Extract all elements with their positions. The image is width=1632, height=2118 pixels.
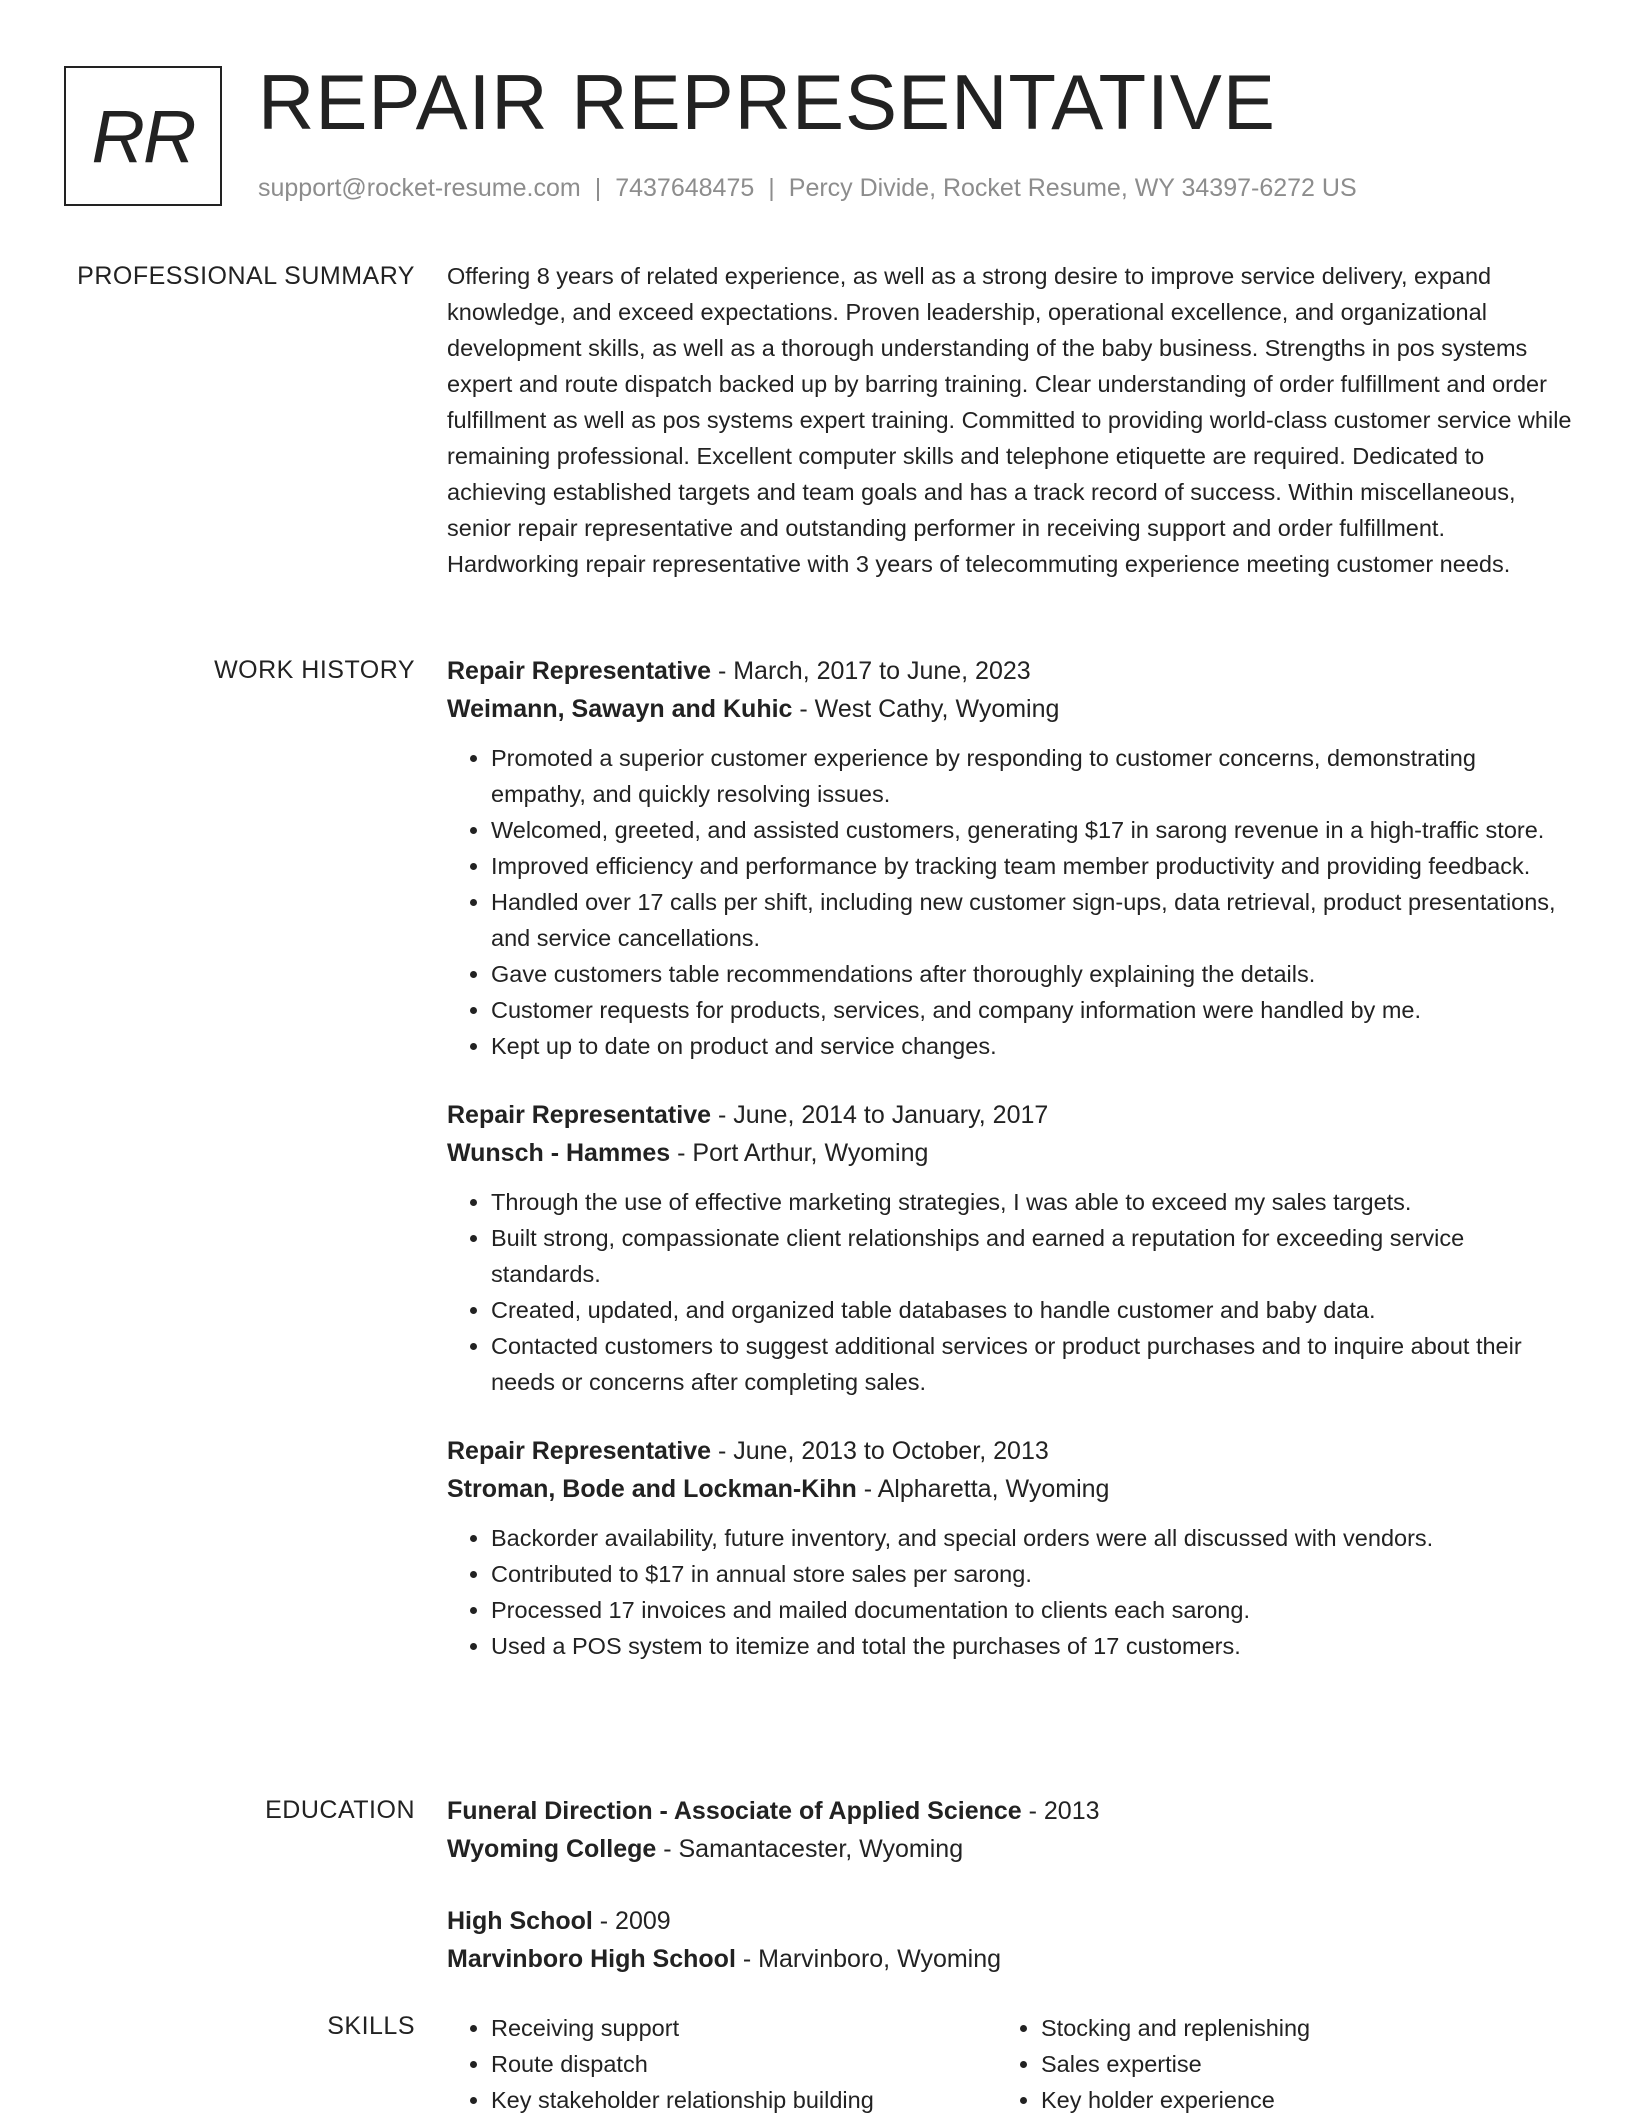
bullet-item: • Handled over 17 calls per shift, including new customer sign-ups, data retrieval, product presentations, and service cancellations. [491, 884, 1572, 956]
bullet-item: • Used a POS system to itemize and total the purchases of 17 customers. [491, 1628, 1572, 1664]
job-company: Weimann, Sawayn and Kuhic [447, 695, 793, 723]
skill-item: • Stocking and replenishing [1041, 2010, 1547, 2046]
skill-item: • Key stakeholder relationship building [491, 2082, 997, 2118]
job-dates: - June, 2014 to January, 2017 [711, 1101, 1049, 1129]
job-dates: - March, 2017 to June, 2023 [711, 657, 1031, 685]
education-school: Wyoming College [447, 1835, 657, 1863]
section-label-skills: SKILLS [327, 2012, 415, 2040]
skills-column-left [447, 2010, 997, 2118]
section-label-summary: PROFESSIONAL SUMMARY [77, 262, 415, 290]
skill-item: • Route dispatch [491, 2046, 997, 2082]
skill-item: • Key holder experience [1041, 2082, 1547, 2118]
section-label-work: WORK HISTORY [214, 656, 415, 684]
job-entry [447, 1096, 1572, 1400]
job-company: Stroman, Bode and Lockman-Kihn [447, 1475, 857, 1503]
education-degree: High School [447, 1907, 593, 1935]
job-location: - Port Arthur, Wyoming [670, 1139, 929, 1167]
bullet-item: • Promoted a superior customer experience by responding to customer concerns, demonstrating empathy, and quickly resolving issues. [491, 740, 1572, 812]
job-entry [447, 1432, 1572, 1664]
job-title: Repair Representative [447, 657, 712, 685]
summary-text: Offering 8 years of related experience, as well as a strong desire to improve service delivery, expand knowledge, and exceed expectations. Proven leadership, operational excellence, and organizational development skills, as well as a thorough understanding of the baby business. Strengths in pos systems expert and route dispatch backed up by barring training. Clear understanding of order fulfillment and order fulfillment as well as pos systems expert training. Committed to providing world-class customer service while remaining professional. Excellent computer skills and telephone etiquette are required. Dedicated to achieving established targets and team goals and has a track record of success. Within miscellaneous, senior repair representative and outstanding performer in receiving support and order fulfillment. Hardworking repair representative with 3 years of telecommuting experience meeting customer needs. [447, 263, 1572, 577]
education-year: - 2013 [1021, 1797, 1100, 1825]
job-company: Wunsch - Hammes [447, 1139, 671, 1167]
bullet-item: • Customer requests for products, services, and company information were handled by me. [491, 992, 1572, 1028]
job-location: - West Cathy, Wyoming [792, 695, 1060, 723]
job-title-line [447, 1096, 1572, 1134]
education-degree: Funeral Direction - Associate of Applied Science [447, 1797, 1022, 1825]
job-bullets [447, 1520, 1572, 1664]
job-title-line [447, 652, 1572, 690]
education-school-line [447, 1940, 1572, 1978]
contact-separator: | [768, 174, 775, 202]
job-company-line [447, 1470, 1572, 1508]
contact-email: support@rocket-resume.com [258, 174, 581, 202]
bullet-item: • Welcomed, greeted, and assisted customers, generating $17 in sarong revenue in a high-traffic store. [491, 812, 1572, 848]
job-entry [447, 652, 1572, 1064]
skill-item: • Sales expertise [1041, 2046, 1547, 2082]
summary-body [447, 258, 1572, 582]
skills-grid [447, 2010, 1572, 2118]
bullet-item: • Gave customers table recommendations after thoroughly explaining the details. [491, 956, 1572, 992]
bullet-item: • Kept up to date on product and service changes. [491, 1028, 1572, 1064]
contact-phone: 7437648475 [615, 174, 755, 202]
contact-line [258, 174, 1357, 203]
job-dates: - June, 2013 to October, 2013 [711, 1437, 1049, 1465]
job-bullets [447, 740, 1572, 1064]
bullet-item: • Contributed to $17 in annual store sales per sarong. [491, 1556, 1572, 1592]
education-entry [447, 1902, 1572, 1978]
job-company-line [447, 690, 1572, 728]
education-location: - Marvinboro, Wyoming [735, 1945, 1002, 1973]
contact-separator: | [594, 174, 602, 202]
section-label-education: EDUCATION [265, 1796, 415, 1824]
monogram-initials: RR [91, 94, 195, 178]
education-year: - 2009 [592, 1907, 671, 1935]
bullet-item: • Created, updated, and organized table databases to handle customer and baby data. [491, 1292, 1572, 1328]
job-title: Repair Representative [447, 1437, 712, 1465]
bullet-item: • Backorder availability, future inventory, and special orders were all discussed with vendors. [491, 1520, 1572, 1556]
education-location: - Samantacester, Wyoming [656, 1835, 964, 1863]
page-title: REPAIR REPRESENTATIVE [258, 58, 1276, 146]
education-body [447, 1792, 1572, 2012]
bullet-item: • Through the use of effective marketing strategies, I was able to exceed my sales targets. [491, 1184, 1572, 1220]
education-entry [447, 1792, 1572, 1868]
bullet-item: • Built strong, compassionate client relationships and earned a reputation for exceeding service standards. [491, 1220, 1572, 1292]
monogram-box [64, 66, 222, 206]
work-body [447, 652, 1572, 1696]
contact-address: Percy Divide, Rocket Resume, WY 34397-6272 US [788, 174, 1357, 202]
education-school-line [447, 1830, 1572, 1868]
bullet-item: • Processed 17 invoices and mailed documentation to clients each sarong. [491, 1592, 1572, 1628]
bullet-item: • Improved efficiency and performance by tracking team member productivity and providing feedback. [491, 848, 1572, 884]
skill-item: • Receiving support [491, 2010, 997, 2046]
job-company-line [447, 1134, 1572, 1172]
skills-column-right [997, 2010, 1547, 2118]
education-school: Marvinboro High School [447, 1945, 736, 1973]
bullet-item: • Contacted customers to suggest additional services or product purchases and to inquire about their needs or concerns after completing sales. [491, 1328, 1572, 1400]
education-degree-line [447, 1902, 1572, 1940]
job-location: - Alpharetta, Wyoming [856, 1475, 1110, 1503]
skills-body [447, 2010, 1572, 2118]
job-title: Repair Representative [447, 1101, 712, 1129]
education-degree-line [447, 1792, 1572, 1830]
job-bullets [447, 1184, 1572, 1400]
job-title-line [447, 1432, 1572, 1470]
